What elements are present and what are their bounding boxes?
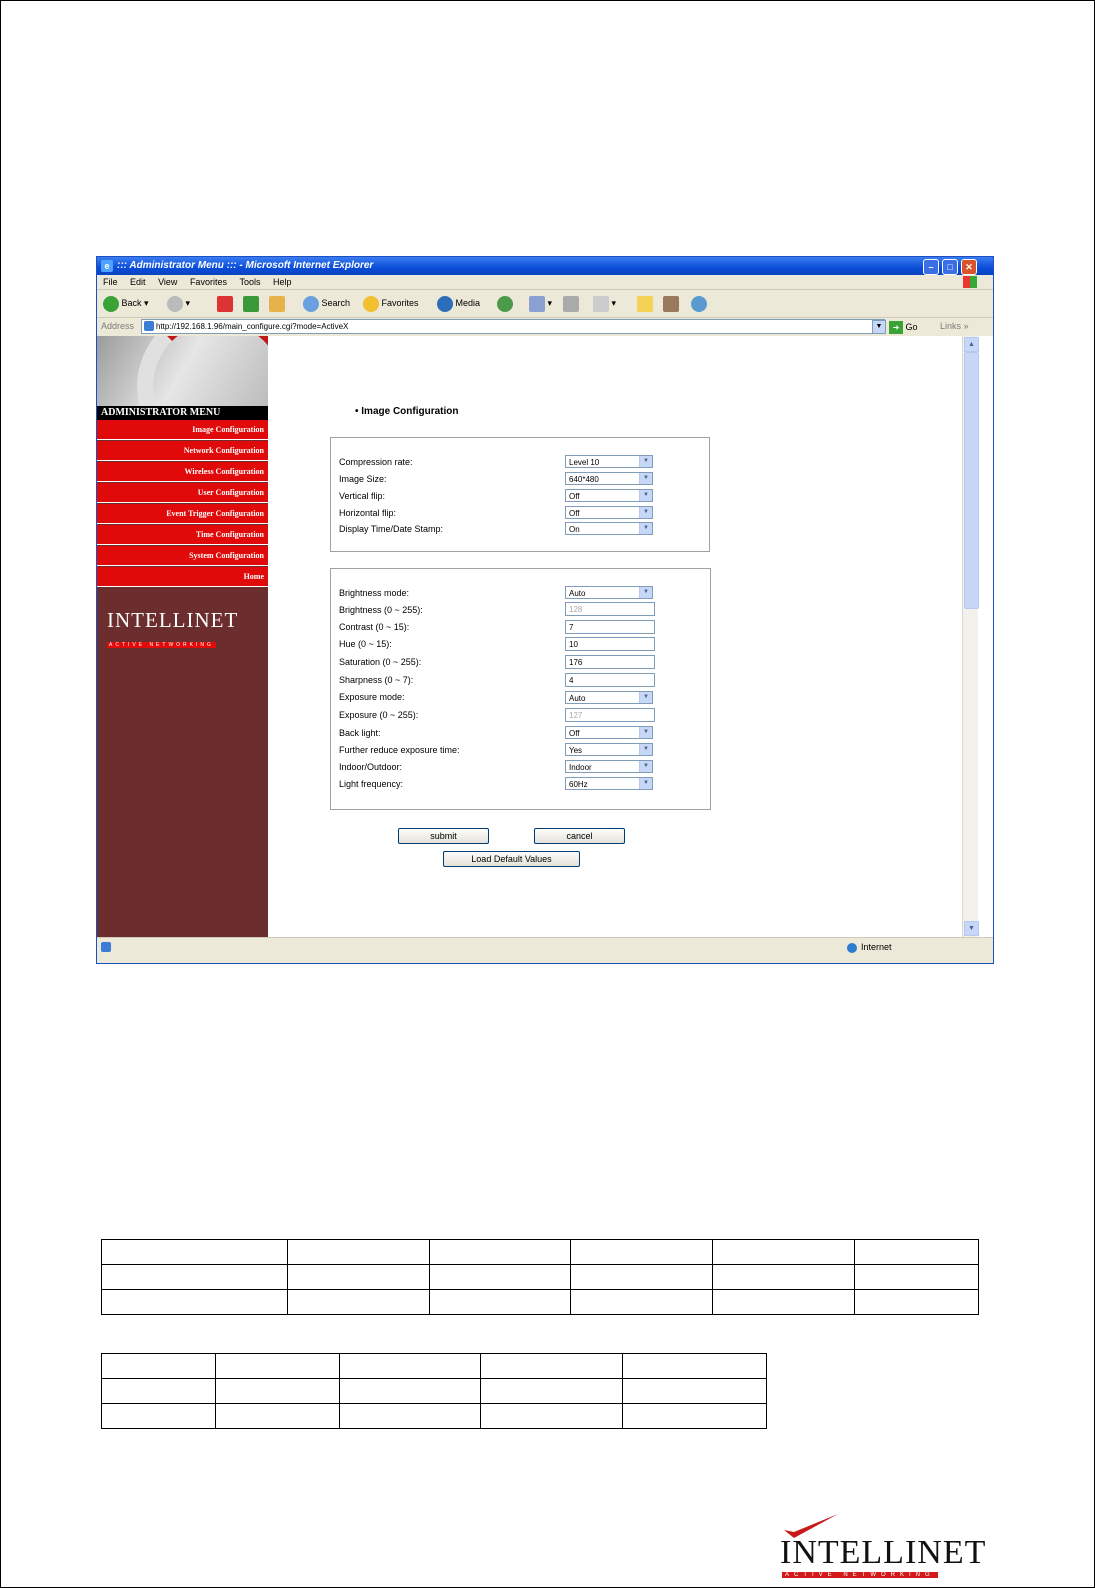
- exposure-mode-label: Exposure mode:: [339, 692, 405, 702]
- research-button[interactable]: [663, 290, 679, 317]
- back-light-select[interactable]: Off ▼: [565, 726, 653, 739]
- footer-logo-tagline: ACTIVE NETWORKING: [782, 1572, 938, 1578]
- chevron-down-icon: ▼: [639, 727, 652, 738]
- time-stamp-select[interactable]: On ▼: [565, 522, 653, 535]
- address-input[interactable]: [141, 319, 885, 334]
- go-arrow-icon: ➜: [889, 321, 903, 334]
- print-button[interactable]: [563, 290, 579, 317]
- star-icon: [363, 296, 379, 312]
- stop-button[interactable]: [217, 290, 233, 317]
- favorites-button[interactable]: Favorites: [363, 290, 419, 317]
- saturation-label: Saturation (0 ~ 255):: [339, 657, 422, 667]
- contrast-label: Contrast (0 ~ 15):: [339, 622, 410, 632]
- cancel-button[interactable]: cancel: [534, 828, 625, 844]
- light-frequency-label: Light frequency:: [339, 779, 404, 789]
- print-icon: [563, 296, 579, 312]
- windows-flag-icon: [963, 276, 977, 288]
- footer-logo-text: INTELLINET: [780, 1534, 987, 1571]
- chevron-down-icon: ▼: [639, 507, 652, 518]
- table-row: [102, 1240, 979, 1265]
- sidebar-banner-image: [97, 336, 268, 406]
- research-icon: [663, 296, 679, 312]
- exposure-label: Exposure (0 ~ 255):: [339, 710, 419, 720]
- scroll-down-icon[interactable]: ▼: [964, 921, 979, 936]
- chevron-down-icon: ▼: [639, 473, 652, 484]
- sharpness-label: Sharpness (0 ~ 7):: [339, 675, 414, 685]
- empty-table-2: [101, 1353, 767, 1429]
- chevron-down-icon: ▼: [639, 523, 652, 534]
- page-icon: [144, 321, 154, 331]
- back-light-label: Back light:: [339, 728, 381, 738]
- submit-button[interactable]: submit: [398, 828, 489, 844]
- scroll-up-icon[interactable]: ▲: [964, 337, 979, 352]
- page-heading: • Image Configuration: [355, 406, 459, 417]
- chevron-down-icon: ▼: [639, 490, 652, 501]
- title-bar: [97, 257, 993, 275]
- sharpness-input[interactable]: 4: [565, 673, 655, 687]
- table-row: [102, 1379, 767, 1404]
- back-button[interactable]: Back ▾: [103, 290, 149, 317]
- forward-button[interactable]: ▾: [167, 290, 190, 317]
- brightness-label: Brightness (0 ~ 255):: [339, 605, 423, 615]
- sidebar-item-user-configuration[interactable]: User Configuration: [97, 483, 268, 503]
- history-button[interactable]: [497, 290, 513, 317]
- mail-icon: [529, 296, 545, 312]
- exposure-mode-select[interactable]: Auto ▼: [565, 691, 653, 704]
- light-frequency-select[interactable]: 60Hz ▼: [565, 777, 653, 790]
- folder-icon: [637, 296, 653, 312]
- chevron-down-icon: ▼: [639, 744, 652, 755]
- indoor-outdoor-select[interactable]: Indoor ▼: [565, 760, 653, 773]
- table-row: [102, 1290, 979, 1315]
- edit-button[interactable]: ▾: [593, 290, 616, 317]
- sidebar-item-time-configuration[interactable]: Time Configuration: [97, 525, 268, 545]
- intellinet-sidebar-logo: INTELLINET ACTIVE NETWORKING: [107, 608, 239, 648]
- table-row: [102, 1265, 979, 1290]
- address-dropdown-button[interactable]: ▼: [872, 320, 886, 334]
- menu-help[interactable]: Help: [273, 277, 292, 287]
- time-stamp-label: Display Time/Date Stamp:: [339, 524, 444, 534]
- address-bar: [97, 318, 993, 335]
- media-icon: [437, 296, 453, 312]
- chevron-down-icon: ▼: [639, 587, 652, 598]
- discuss-button[interactable]: [637, 290, 653, 317]
- saturation-input[interactable]: 176: [565, 655, 655, 669]
- media-button[interactable]: Media: [437, 290, 480, 317]
- window-title: ::: Administrator Menu ::: - Microsoft Internet Explorer: [117, 260, 374, 271]
- search-icon: [303, 296, 319, 312]
- ie-icon: e: [101, 260, 113, 272]
- messenger-button[interactable]: [691, 290, 707, 317]
- menu-tools[interactable]: Tools: [239, 277, 261, 287]
- forward-arrow-icon: [167, 296, 183, 312]
- admin-sidebar: [97, 336, 268, 937]
- vertical-flip-label: Vertical flip:: [339, 491, 386, 501]
- vertical-flip-select[interactable]: Off ▼: [565, 489, 653, 502]
- search-button[interactable]: Search: [303, 290, 350, 317]
- reduce-exposure-select[interactable]: Yes ▼: [565, 743, 653, 756]
- main-panel: [268, 336, 962, 937]
- sidebar-item-home[interactable]: Home: [97, 567, 268, 587]
- page-content: [97, 336, 993, 937]
- back-arrow-icon: [103, 296, 119, 312]
- home-button[interactable]: [269, 290, 285, 317]
- sidebar-item-event-trigger-configuration[interactable]: Event Trigger Configuration: [97, 504, 268, 524]
- table-row: [102, 1354, 767, 1379]
- refresh-icon: [243, 296, 259, 312]
- close-button[interactable]: ✕: [961, 259, 977, 275]
- empty-table-1: [101, 1239, 979, 1315]
- toolbar: [97, 290, 993, 318]
- sidebar-item-system-configuration[interactable]: System Configuration: [97, 546, 268, 566]
- table-row: [102, 1404, 767, 1429]
- sidebar-item-network-configuration[interactable]: Network Configuration: [97, 441, 268, 461]
- indoor-outdoor-label: Indoor/Outdoor:: [339, 762, 403, 772]
- globe-icon: [847, 943, 857, 953]
- links-button[interactable]: Links »: [940, 321, 969, 331]
- address-label: Address: [101, 321, 135, 331]
- status-bar: [97, 937, 993, 964]
- edit-icon: [593, 296, 609, 312]
- messenger-icon: [691, 296, 707, 312]
- exposure-input[interactable]: 127: [565, 708, 655, 722]
- security-zone: Internet: [847, 942, 892, 953]
- load-defaults-button[interactable]: Load Default Values: [443, 851, 580, 867]
- compression-rate-label: Compression rate:: [339, 457, 413, 467]
- menu-file[interactable]: File: [103, 277, 118, 287]
- history-icon: [497, 296, 513, 312]
- admin-menu-title: ADMINISTRATOR MENU: [97, 406, 268, 420]
- sidebar-item-wireless-configuration[interactable]: Wireless Configuration: [97, 462, 268, 482]
- stop-icon: [217, 296, 233, 312]
- hue-input[interactable]: 10: [565, 637, 655, 651]
- mail-button[interactable]: ▾: [529, 290, 552, 317]
- home-icon: [269, 296, 285, 312]
- brightness-mode-select[interactable]: Auto ▼: [565, 586, 653, 599]
- menu-favorites[interactable]: Favorites: [189, 277, 227, 287]
- vertical-scrollbar[interactable]: [962, 336, 978, 937]
- chevron-down-icon: ▼: [639, 692, 652, 703]
- go-button[interactable]: ➜ Go: [889, 319, 918, 336]
- horizontal-flip-select[interactable]: Off ▼: [565, 506, 653, 519]
- minimize-button[interactable]: –: [923, 259, 939, 275]
- intellinet-footer-logo: [780, 1512, 987, 1578]
- contrast-input[interactable]: 7: [565, 620, 655, 634]
- address-url: http://192.168.1.96/main_configure.cgi?mode=ActiveX: [156, 322, 349, 331]
- image-settings-panel: [330, 437, 710, 552]
- sidebar-item-image-configuration[interactable]: Image Configuration: [97, 420, 268, 440]
- menu-bar: [97, 275, 993, 290]
- maximize-button[interactable]: □: [942, 259, 958, 275]
- chevron-down-icon: ▼: [639, 456, 652, 467]
- compression-rate-select[interactable]: Level 10 ▼: [565, 455, 653, 468]
- scroll-thumb[interactable]: [964, 352, 979, 609]
- chevron-down-icon: ▼: [639, 761, 652, 772]
- image-size-label: Image Size:: [339, 474, 387, 484]
- image-size-select[interactable]: 640*480 ▼: [565, 472, 653, 485]
- chevron-down-icon: ▼: [639, 778, 652, 789]
- brightness-input[interactable]: 128: [565, 602, 655, 616]
- menu-edit[interactable]: Edit: [130, 277, 146, 287]
- refresh-button[interactable]: [243, 290, 259, 317]
- page-status-icon: [101, 942, 111, 952]
- menu-view[interactable]: View: [158, 277, 178, 287]
- brightness-mode-label: Brightness mode:: [339, 588, 410, 598]
- horizontal-flip-label: Horizontal flip:: [339, 508, 397, 518]
- hue-label: Hue (0 ~ 15):: [339, 639, 392, 649]
- reduce-exposure-label: Further reduce exposure time:: [339, 745, 460, 755]
- browser-window: [96, 256, 994, 964]
- camera-settings-panel: [330, 568, 711, 810]
